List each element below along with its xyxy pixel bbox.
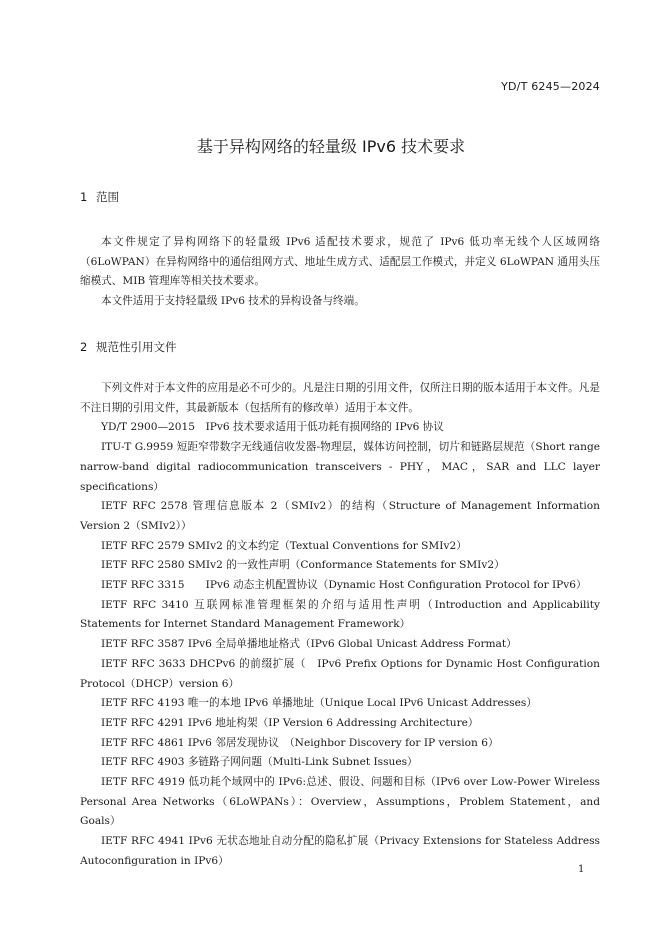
section-heading-scope [80,189,119,205]
references-body [80,379,600,872]
reference-item: IETF RFC 3587 IPv6 全局单播地址格式（IPv6 Global Unicast Address Format） [101,638,517,651]
document-title: 基于异构网络的轻量级 IPv6 技术要求 [196,137,466,156]
reference-item: YD/T 2900—2015 IPv6 技术要求适用于低功耗有损网络的 IPv6 协议 [101,421,444,434]
reference-item: IETF RFC 4919 低功耗个域网中的 IPv6:总述、假设、问题和目标（IPv6 over Low-Power Wireless Personal Area Networks（6LoWPANs）：Overview，Assumptions，Problem Statement，and Goals） [80,776,600,828]
page-number: 1 [578,864,585,875]
reference-item: IETF RFC 2579 SMIv2 的文本约定（Textual Conventions for SMIv2） [101,539,467,552]
section-heading-normative-references [80,339,177,355]
reference-item: IETF RFC 4291 IPv6 地址构架（IP Version 6 Addressing Architecture） [101,716,479,729]
section-number: 1 [80,190,88,204]
reference-item: IETF RFC 4861 IPv6 邻居发现协议 （Neighbor Discovery for IP version 6） [101,736,499,749]
reference-item: IETF RFC 3315 IPv6 动态主机配置协议（Dynamic Host Configuration Protocol for IPv6） [101,579,587,592]
reference-item: IETF RFC 4941 IPv6 无状态地址自动分配的隐私扩展（Privacy Extensions for Stateless Address Autoconfiguration in IPv6） [80,835,600,867]
reference-item: IETF RFC 2580 SMIv2 的一致性声明（Conformance Statements for SMIv2） [101,559,505,572]
scope-body [80,233,600,312]
reference-item: IETF RFC 2578 管理信息版本 2（SMIv2）的结构（Structure of Management Information Version 2（SMIv2）） [80,500,600,532]
paragraph: 本文件适用于支持轻量级 IPv6 技术的异构设备与终端。 [101,295,365,308]
paragraph: 本文件规定了异构网络下的轻量级 IPv6 适配技术要求，规范了 IPv6 低功率无线个人区域网络（6LoWPAN）在异构网络中的通信组网方式、地址生成方式、适配层工作模式，并定义 6LoWPAN 通用头压缩模式、MIB 管理库等相关技术要求。 [80,236,600,288]
reference-item: IETF RFC 4193 唯一的本地 IPv6 单播地址（Unique Local IPv6 Unicast Addresses） [101,697,537,710]
section-number: 2 [80,340,88,354]
section-title: 规范性引用文件 [96,340,177,354]
paragraph: 下列文件对于本文件的应用是必不可少的。凡是注日期的引用文件，仅所注日期的版本适用于本文件。凡是不注日期的引用文件，其最新版本（包括所有的修改单）适用于本文件。 [80,382,600,414]
standard-code: YD/T 6245—2024 [501,80,600,93]
reference-item: IETF RFC 3410 互联网标准管理框架的介绍与适用性声明（Introduction and Applicability Statements for Internet Standard Management Framework） [80,598,600,631]
reference-item: ITU-T G.9959 短距窄带数字无线通信收发器-物理层，媒体访问控制，切片和链路层规范（Short range narrow-band digital radiocommunication transceivers - PHY，MAC，SAR and LLC layer specifications） [80,441,600,493]
reference-item: IETF RFC 4903 多链路子网问题（Multi-Link Subnet Issues） [101,756,418,769]
reference-item: IETF RFC 3633 DHCPv6 的前缀扩展（ IPv6 Prefix Options for Dynamic Host Configuration Protocol（DHCP）version 6） [80,657,600,690]
section-title: 范围 [96,190,119,204]
